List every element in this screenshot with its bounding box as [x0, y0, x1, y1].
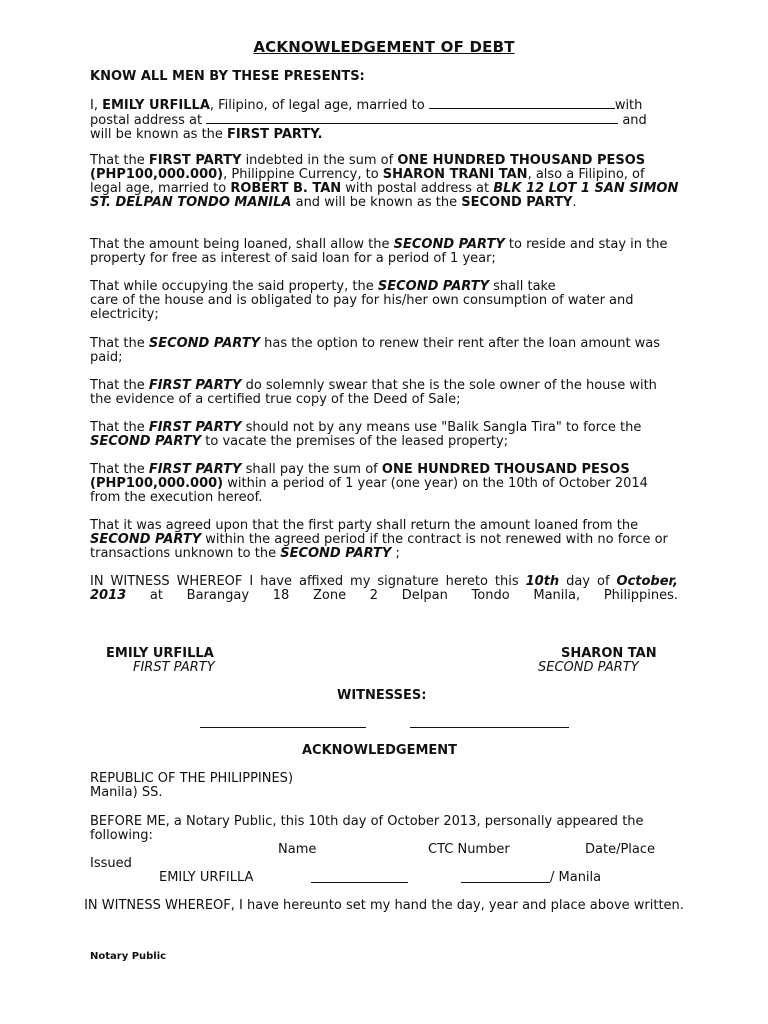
first-party-signature-name: EMILY URFILLA	[106, 646, 214, 661]
col-header-issued: Issued	[90, 856, 132, 871]
col-header-name: Name	[278, 842, 317, 857]
spouse-blank	[429, 98, 615, 109]
closing-paragraph: IN WITNESS WHEREOF, I have hereunto set my hand the day, year and place above written.	[84, 898, 684, 913]
intro-heading: KNOW ALL MEN BY THESE PRESENTS:	[90, 69, 365, 84]
ctc-number-blank	[311, 882, 408, 883]
document-title: ACKNOWLEDGEMENT OF DEBT	[253, 38, 515, 56]
row-name: EMILY URFILLA	[159, 870, 254, 885]
venue-line-2: Manila) SS.	[90, 785, 163, 800]
first-party-name: EMILY URFILLA	[102, 98, 210, 113]
venue-line-1: REPUBLIC OF THE PHILIPPINES)	[90, 771, 294, 786]
paragraph-first-party: I, EMILY URFILLA, Filipino, of legal age, married to with postal address at and will be known as the FIRST PARTY.	[90, 98, 647, 142]
paragraph-ownership: That the FIRST PARTY do solemnly swear that she is the sole owner of the house with the evidence of a certified true copy of the Deed of Sale;	[90, 378, 657, 407]
acknowledgement-heading: ACKNOWLEDGEMENT	[302, 743, 458, 758]
witness-line-1	[200, 727, 366, 728]
paragraph-balik-sangla: That the FIRST PARTY should not by any means use "Balik Sangla Tira" to force the SECOND PARTY to vacate the premises of the leased property;	[90, 420, 642, 449]
second-party-signature-role: SECOND PARTY	[538, 660, 639, 675]
paragraph-loan-interest: That the amount being loaned, shall allow the SECOND PARTY to reside and stay in the property for free as interest of said loan for a period of 1 year;	[90, 237, 668, 266]
paragraph-payment: That the FIRST PARTY shall pay the sum of ONE HUNDRED THOUSAND PESOS (PHP100,000.000) within a period of 1 year (one year) on the 10th of October 2014 from the execution hereof.	[90, 462, 648, 505]
witnesses-label: WITNESSES:	[337, 688, 427, 703]
col-header-date-place: Date/Place	[585, 842, 656, 857]
notary-public-label: Notary Public	[90, 951, 167, 962]
date-blank	[461, 882, 550, 883]
row-place: / Manila	[550, 870, 602, 885]
first-party-signature-role: FIRST PARTY	[133, 660, 215, 675]
paragraph-witness-whereof: IN WITNESS WHEREOF I have affixed my signature hereto this 10th day of October, 2013 at Barangay 18 Zone 2 Delpan Tondo Manila, Philippines.	[90, 574, 678, 603]
paragraph-renew-option: That the SECOND PARTY has the option to renew their rent after the loan amount was paid;	[90, 336, 661, 365]
before-me-paragraph: BEFORE ME, a Notary Public, this 10th day of October 2013, personally appeared the following:	[90, 814, 644, 843]
address-blank	[206, 113, 618, 124]
col-header-ctc: CTC Number	[428, 842, 510, 857]
paragraph-occupancy: That while occupying the said property, the SECOND PARTY shall take care of the house and is obligated to pay for his/her own consumption of water and electricity;	[90, 279, 634, 322]
paragraph-return-amount: That it was agreed upon that the first party shall return the amount loaned from the SECOND PARTY within the agreed period if the contract is not renewed with no force or transactions unknown to the SECOND PARTY ;	[90, 518, 668, 561]
second-party-signature-name: SHARON TAN	[561, 646, 657, 661]
paragraph-debt: That the FIRST PARTY indebted in the sum of ONE HUNDRED THOUSAND PESOS (PHP100,000.000), Philippine Currency, to SHARON TRANI TAN, also a Filipino, of legal age, married to ROBERT B. TAN with postal address at BLK 12 LOT 1 SAN SIMON ST. DELPAN TONDO MANILA and will be known as the SECOND PARTY.	[90, 153, 679, 210]
witness-line-2	[410, 727, 569, 728]
